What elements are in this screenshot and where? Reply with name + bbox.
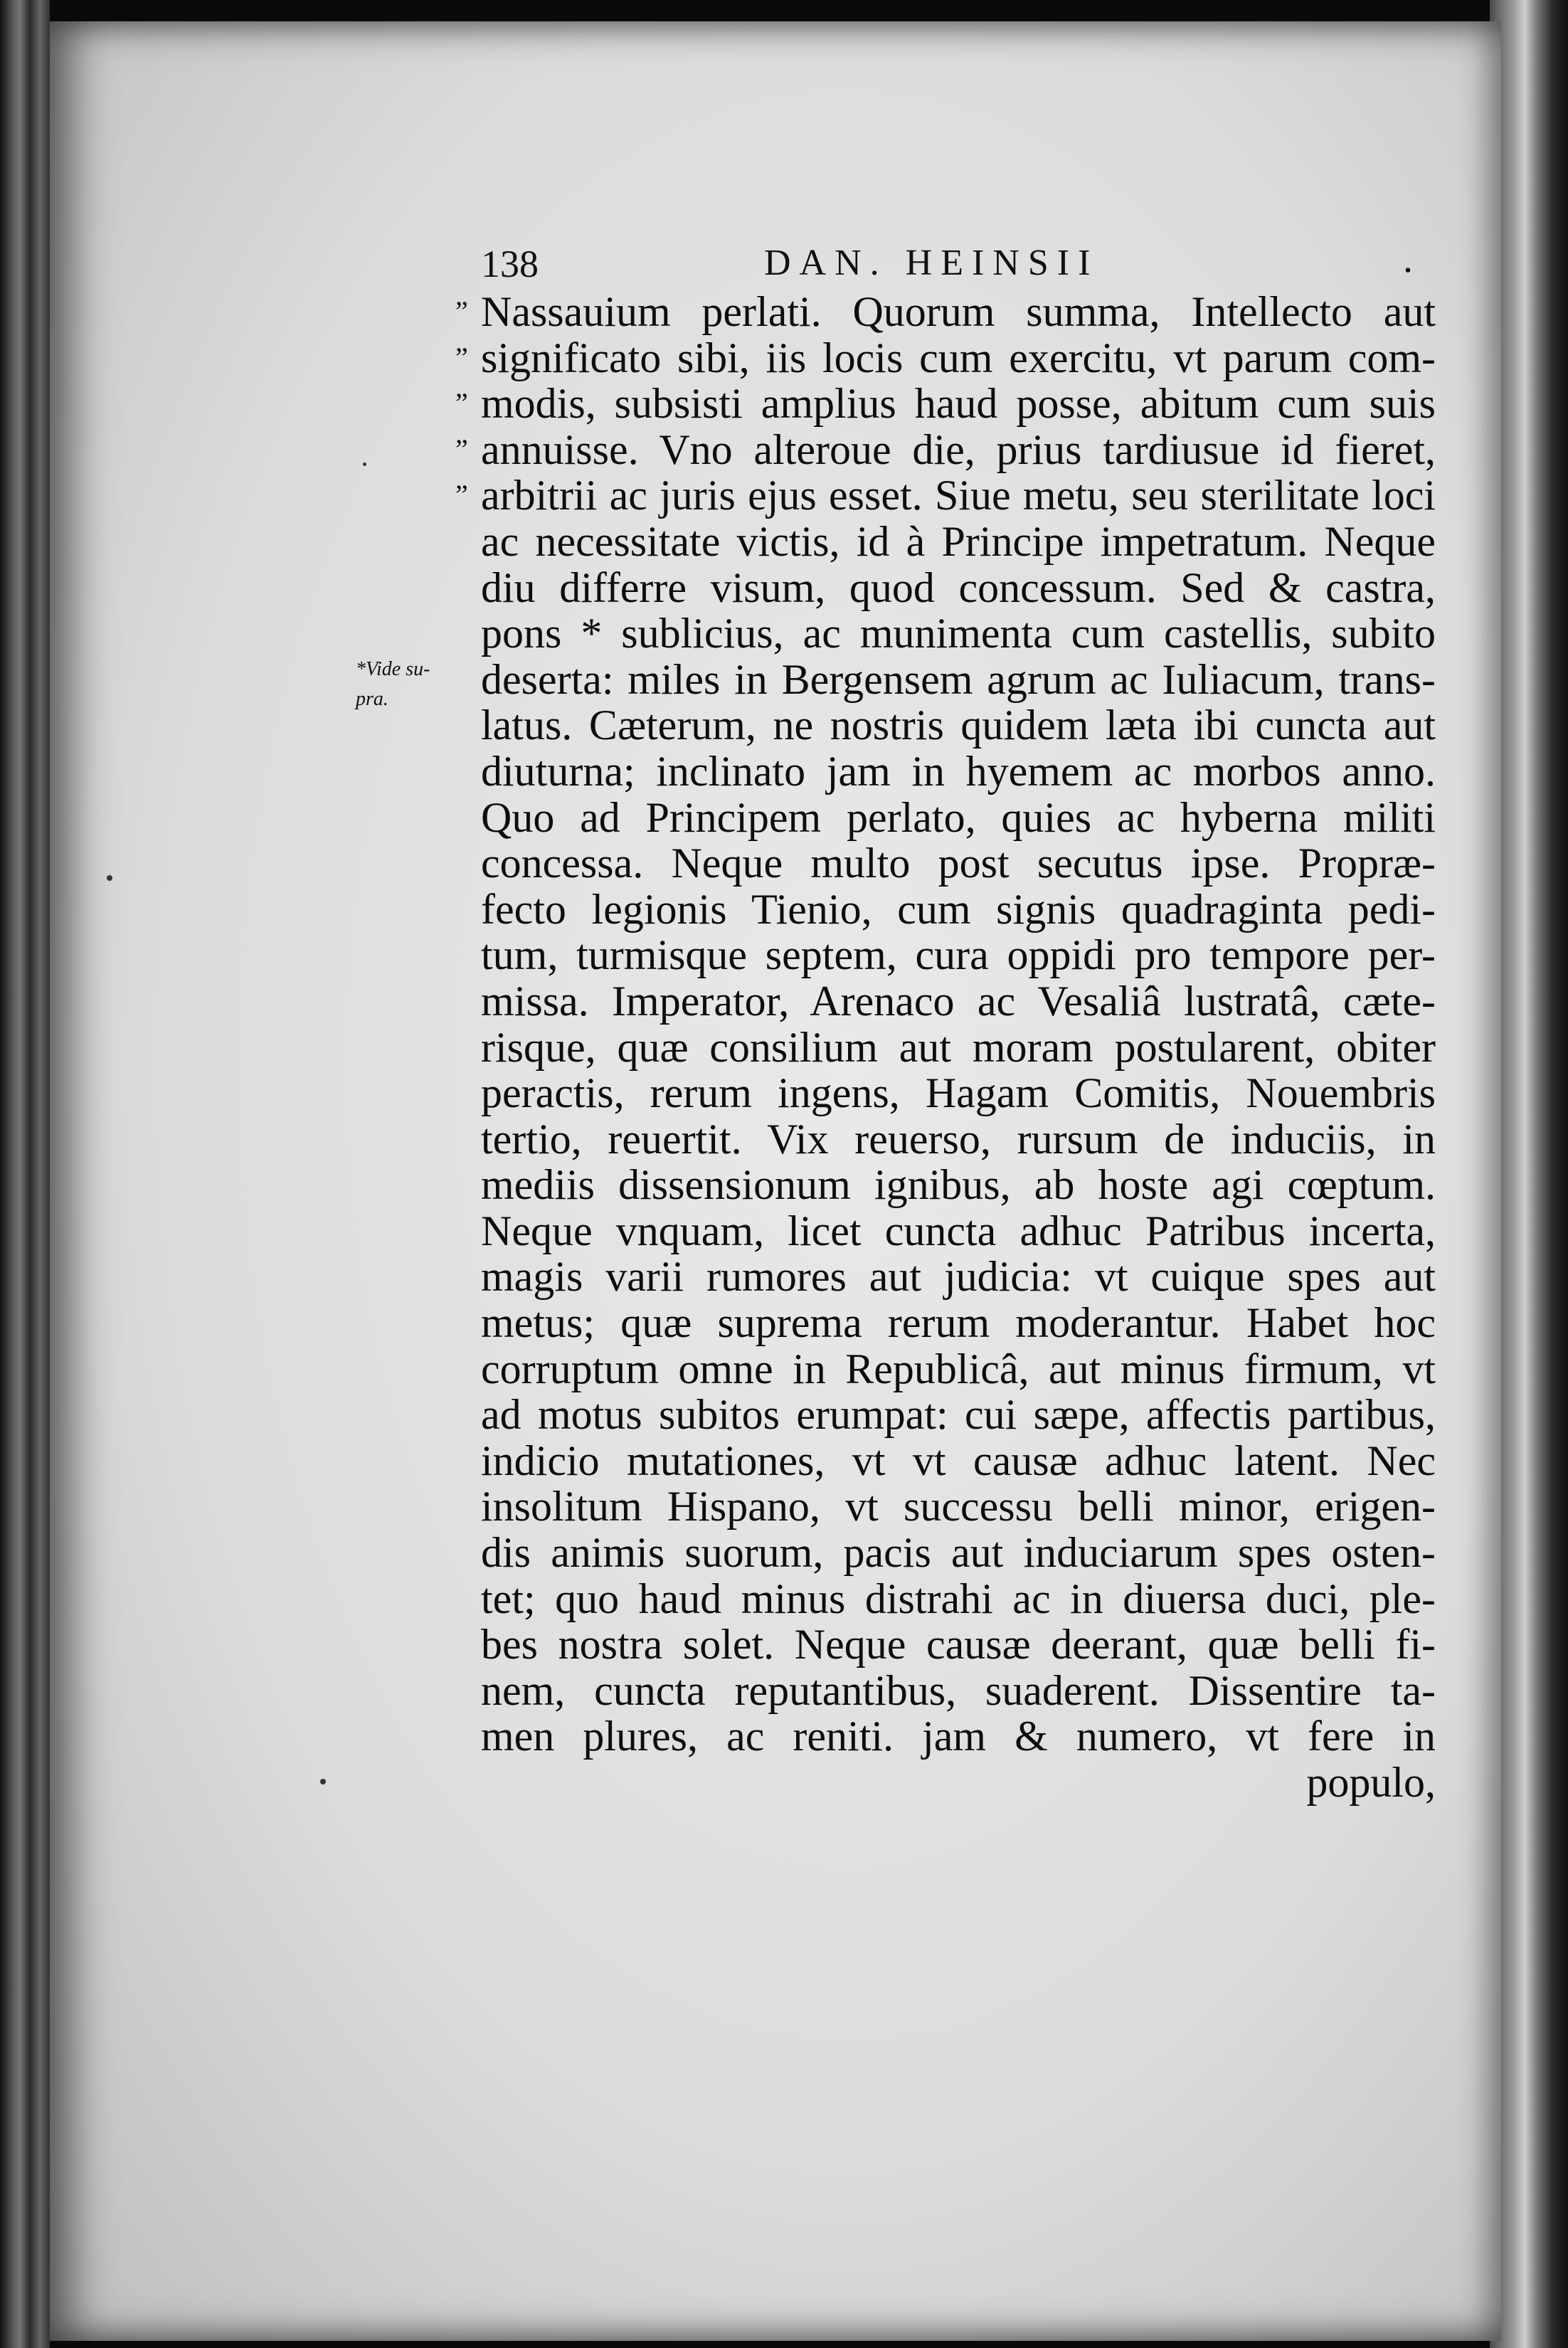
page-speck [320, 1779, 326, 1784]
text-line [455, 1438, 1436, 1484]
text-line [455, 1070, 1436, 1116]
line-text: tertio, reuertit. Vix reuerso, rursum de induciis, in [481, 1115, 1436, 1163]
line-text: diu differre visum, quod concessum. Sed & castra, [481, 564, 1436, 611]
catchword: populo, [1306, 1759, 1436, 1806]
line-text: ad motus subitos erumpat: cui sæpe, affectis partibus, [481, 1391, 1436, 1439]
margin-note-line: *Vide su- [356, 658, 430, 680]
right-page-edges [1490, 0, 1568, 2348]
text-line [455, 749, 1436, 795]
text-line [455, 565, 1436, 611]
text-line [455, 1025, 1436, 1071]
text-line [455, 840, 1436, 887]
catchword-line [455, 1760, 1436, 1806]
quote-mark: ” [455, 387, 468, 420]
text-line [455, 289, 1436, 335]
line-text: concessa. Neque multo post secutus ipse. Propræ- [481, 840, 1436, 887]
line-text: ac necessitate victis, id à Principe impetratum. Neque [481, 517, 1436, 565]
line-text: bes nostra solet. Neque causæ deerant, quæ belli fi- [481, 1621, 1436, 1669]
text-line [455, 657, 1436, 703]
text-line [455, 1208, 1436, 1254]
line-text: risque, quæ consilium aut moram postularent, obiter [481, 1023, 1436, 1071]
text-line [455, 1622, 1436, 1668]
text-line [455, 1668, 1436, 1714]
text-line [455, 610, 1436, 657]
text-line [455, 1530, 1436, 1576]
text-line [455, 1484, 1436, 1530]
text-line [455, 1254, 1436, 1300]
line-text: modis, subsisti amplius haud posse, abitum cum suis [481, 380, 1436, 428]
text-line [455, 335, 1436, 381]
text-line [455, 519, 1436, 565]
left-page-edges [0, 0, 50, 2348]
line-text: peractis, rerum ingens, Hagam Comitis, Nouembris [481, 1069, 1436, 1117]
line-text: metus; quæ suprema rerum moderantur. Habet hoc [481, 1299, 1436, 1347]
line-text: men plures, ac reniti. jam & numero, vt fere in [481, 1713, 1436, 1760]
line-text: Neque vnquam, licet cuncta adhuc Patribus incerta, [481, 1207, 1436, 1254]
line-text: deserta: miles in Bergensem agrum ac Iuliacum, trans- [481, 655, 1436, 703]
line-text: corruptum omne in Republicâ, aut minus firmum, vt [481, 1345, 1436, 1392]
line-text: insolitum Hispano, vt successu belli minor, erigen- [481, 1483, 1436, 1530]
line-text: missa. Imperator, Arenaco ac Vesaliâ lustratâ, cæte- [481, 977, 1436, 1025]
line-text: latus. Cæterum, ne nostris quidem læta ibi cuncta aut [481, 702, 1436, 749]
line-text: diuturna; inclinato jam in hyemem ac morbos anno. [481, 747, 1436, 795]
line-text: Quo ad Principem perlato, quies ac hyberna militi [481, 793, 1436, 841]
text-line [455, 1300, 1436, 1346]
line-text: fecto legionis Tienio, cum signis quadraginta pedi- [481, 885, 1436, 933]
line-text: pons * sublicius, ac munimenta cum castellis, subito [481, 610, 1436, 657]
margin-note [356, 655, 448, 714]
text-line [455, 1162, 1436, 1208]
text-line [455, 1392, 1436, 1438]
text-line [455, 978, 1436, 1025]
line-text: mediis dissensionum ignibus, ab hoste agi cœptum. [481, 1161, 1436, 1209]
quote-mark: ” [455, 341, 468, 374]
line-text: tum, turmisque septem, cura oppidi pro tempore per- [481, 931, 1436, 979]
quote-mark: ” [455, 433, 468, 465]
text-line [455, 1576, 1436, 1622]
text-line [455, 472, 1436, 519]
page-number: 138 [481, 243, 539, 285]
line-text: significato sibi, iis locis cum exercitu, vt parum com- [481, 334, 1436, 381]
page-speck [363, 462, 366, 466]
line-text: tet; quo haud minus distrahi ac in diuersa duci, ple- [481, 1575, 1436, 1622]
text-line [455, 1713, 1436, 1760]
line-text: annuisse. Vno alteroue die, prius tardiusue id fieret, [481, 425, 1436, 473]
header-dot: . [1403, 237, 1413, 281]
text-line [455, 1346, 1436, 1392]
line-text: arbitrii ac juris ejus esset. Siue metu, seu sterilitate loci [481, 472, 1436, 519]
body-text [455, 289, 1436, 1806]
text-line [455, 932, 1436, 978]
quote-mark: ” [455, 295, 468, 327]
text-line [455, 381, 1436, 427]
text-line [455, 795, 1436, 841]
text-line [455, 887, 1436, 933]
text-line [455, 427, 1436, 473]
line-text: magis varii rumores aut judicia: vt cuique spes aut [481, 1253, 1436, 1301]
line-text: indicio mutationes, vt vt causæ adhuc latent. Nec [481, 1437, 1436, 1484]
text-line [455, 702, 1436, 749]
running-head: DAN. HEINSII [764, 243, 1099, 283]
line-text: nem, cuncta reputantibus, suaderent. Dissentire ta- [481, 1666, 1436, 1714]
page-speck [107, 875, 112, 881]
margin-note-line: pra. [356, 688, 388, 710]
quote-mark: ” [455, 479, 468, 512]
line-text: dis animis suorum, pacis aut induciarum spes osten- [481, 1529, 1436, 1577]
text-line [455, 1116, 1436, 1163]
line-text: Nassauium perlati. Quorum summa, Intellecto aut [481, 288, 1436, 335]
